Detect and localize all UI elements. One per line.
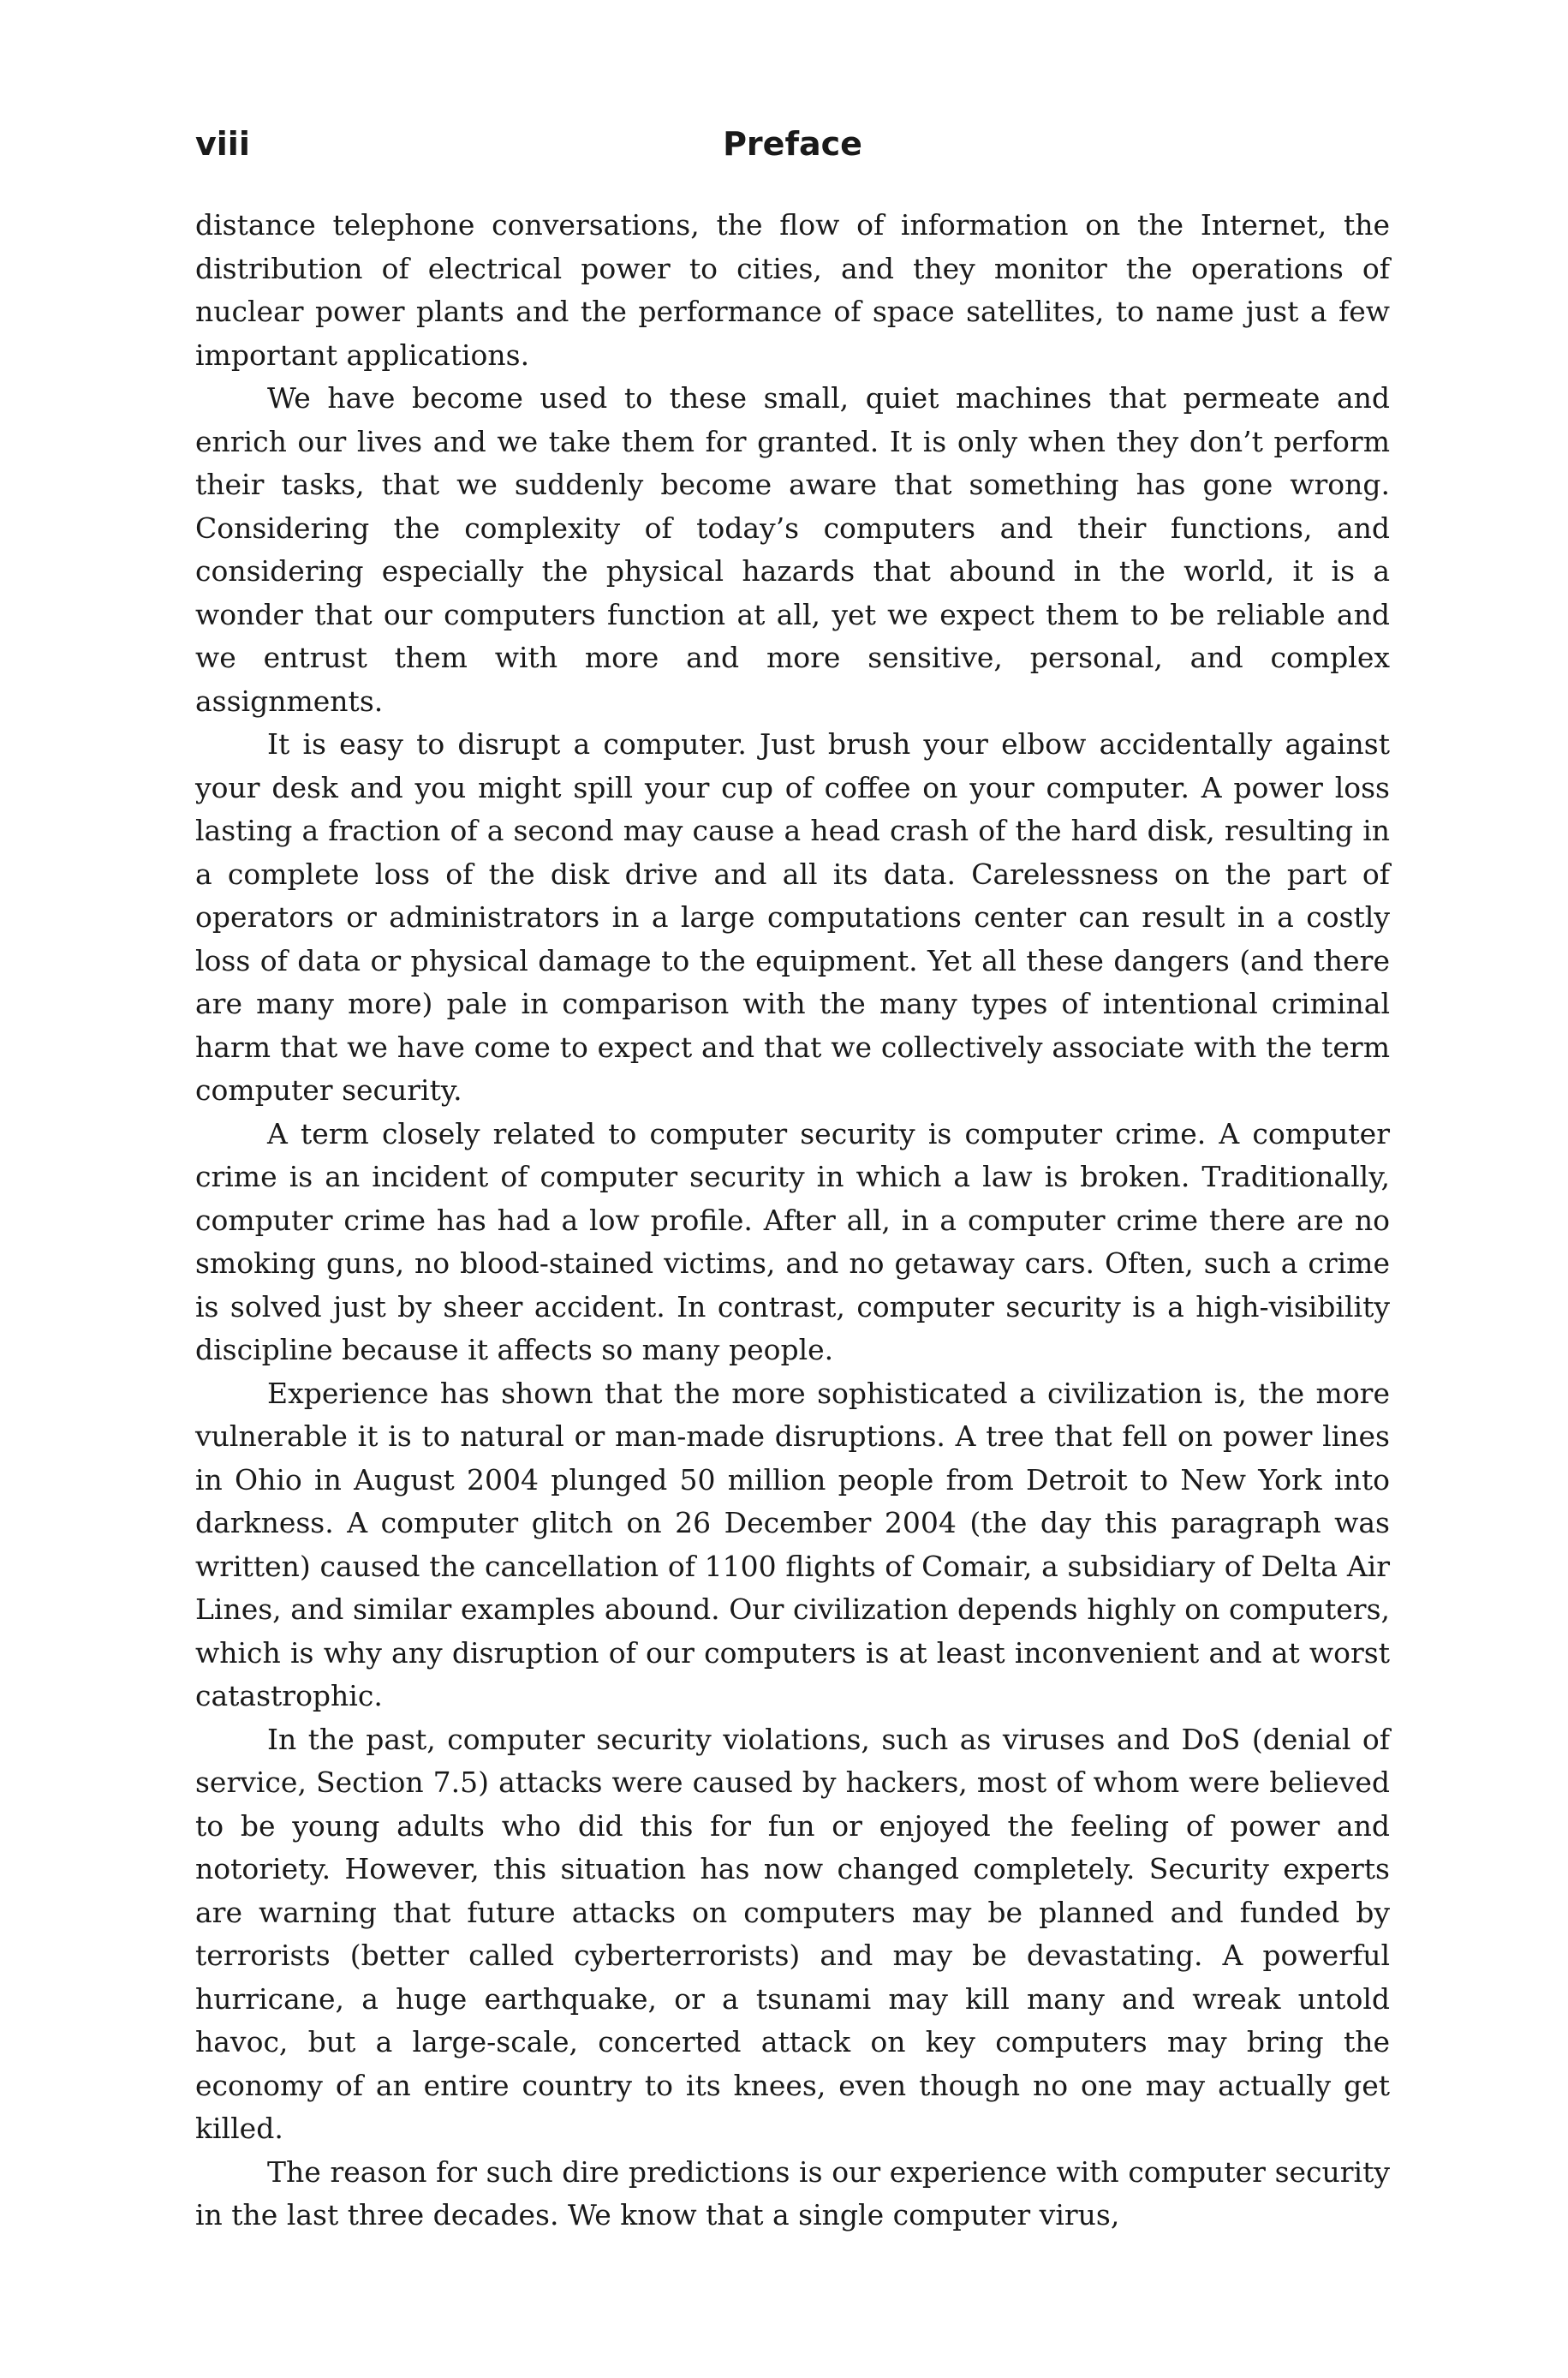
paragraph: Experience has shown that the more sophisticated a civilization is, the more vulnerable it is to natural or man-made disruptions. A tree that fell on power lines in Ohio in August 2004 plunged 50 million people from Detroit to New York into darkness. A computer glitch on 26 December 2004 (the day this paragraph was written) caused the cancellation of 1100 flights of Comair, a subsidiary of Delta Air Lines, and similar examples abound. Our civilization depends highly on computers, which is why any disruption of our computers is at least inconvenient and at worst catastrophic. xyxy=(195,1376,1390,1712)
paragraph: A term closely related to computer security is computer crime. A computer crime is an incident of computer security in which a law is broken. Traditionally, computer crime has had a low profile. After all, in a computer crime there are no smoking guns, no blood-stained victims, and no getaway cars. Often, such a crime is solved just by sheer accident. In contrast, computer security is a high-visibility discipline because it affects so many people. xyxy=(195,1116,1390,1366)
paragraph: We have become used to these small, quiet machines that permeate and enrich our lives and we take them for granted. It is only when they don’t perform their tasks, that we suddenly become aware that something has gone wrong. Considering the complexity of today’s computers and their functions, and considering especially the physical hazards that abound in the world, it is a wonder that our computers function at all, yet we expect them to be reliable and we entrust them with more and more sensitive, personal, and complex assignments. xyxy=(195,381,1390,718)
paragraph: It is easy to disrupt a computer. Just brush your elbow accidentally against your desk and you might spill your cup of coffee on your computer. A power loss lasting a fraction of a second may cause a head crash of the hard disk, resulting in a complete loss of the disk drive and all its data. Carelessness on the part of operators or administrators in a large computations center can result in a costly loss of data or physical damage to the equipment. Yet all these dangers (and there are many more) pale in comparison with the many types of intentional criminal harm that we have come to expect and that we collectively associate with the term computer security. xyxy=(195,727,1390,1107)
running-head xyxy=(195,118,1390,170)
paragraph: In the past, computer security violations, such as viruses and DoS (denial of service, Section 7.5) attacks were caused by hackers, most of whom were believed to be young adults who did this for fun or enjoyed the feeling of power and notoriety. However, this situation has now changed completely. Security experts are warning that future attacks on computers may be planned and funded by terrorists (better called cyberterrorists) and may be devastating. A powerful hurricane, a huge earthquake, or a tsunami may kill many and wreak untold havoc, but a large-scale, concerted attack on key computers may bring the economy of an entire country to its knees, even though no one may actually get killed. xyxy=(195,1722,1390,2145)
paragraph: The reason for such dire predictions is our experience with computer security in the last three decades. We know that a single computer virus, xyxy=(195,2154,1390,2232)
body-text xyxy=(195,204,1390,2238)
page-number: viii xyxy=(195,125,250,163)
header-title: Preface xyxy=(723,125,862,163)
paragraph-continued: distance telephone conversations, the flow of information on the Internet, the distribution of electrical power to cities, and they monitor the operations of nuclear power plants and the performance of space satellites, to name just a few important applications. xyxy=(195,208,1390,372)
